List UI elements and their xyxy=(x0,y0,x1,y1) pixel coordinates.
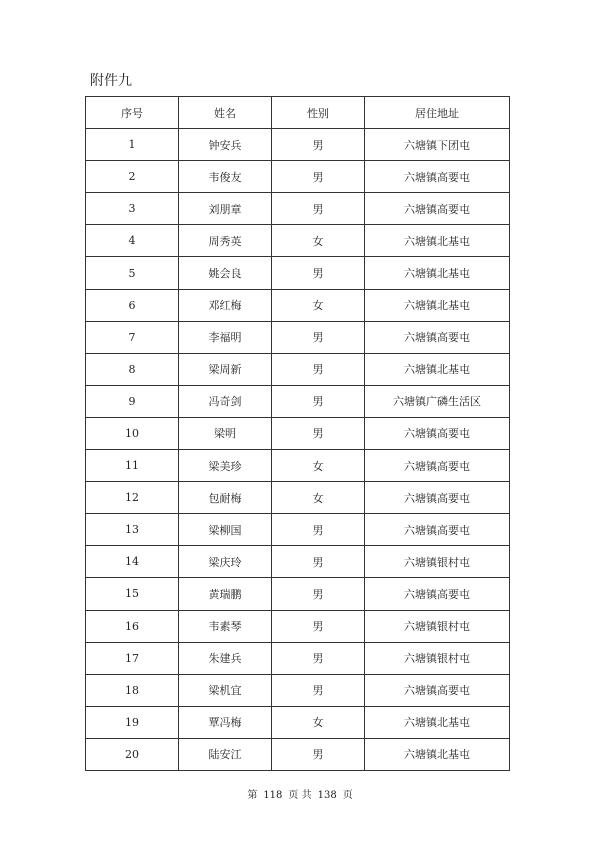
table-row xyxy=(86,225,510,257)
cell-name: 黄瑞鹏 xyxy=(179,578,272,610)
cell-index: 17 xyxy=(86,642,179,674)
table-row xyxy=(86,450,510,482)
table-row xyxy=(86,514,510,546)
cell-gender: 男 xyxy=(272,610,365,642)
cell-index: 13 xyxy=(86,514,179,546)
cell-name: 梁明 xyxy=(179,417,272,449)
cell-address: 六塘镇北基屯 xyxy=(365,225,510,257)
cell-gender: 男 xyxy=(272,578,365,610)
cell-name: 李福明 xyxy=(179,321,272,353)
cell-index: 14 xyxy=(86,546,179,578)
header-gender: 性别 xyxy=(272,97,365,129)
cell-gender: 男 xyxy=(272,193,365,225)
cell-gender: 男 xyxy=(272,129,365,161)
table-row xyxy=(86,289,510,321)
resident-table xyxy=(85,96,510,771)
cell-gender: 男 xyxy=(272,674,365,706)
cell-address: 六塘镇下团屯 xyxy=(365,129,510,161)
cell-name: 梁庆玲 xyxy=(179,546,272,578)
footer-mid: 页 共 xyxy=(288,790,312,801)
table-row xyxy=(86,578,510,610)
header-address: 居住地址 xyxy=(365,97,510,129)
cell-name: 梁机宜 xyxy=(179,674,272,706)
cell-address: 六塘镇银村屯 xyxy=(365,642,510,674)
cell-address: 六塘镇广磷生活区 xyxy=(365,385,510,417)
cell-gender: 男 xyxy=(272,257,365,289)
table-row xyxy=(86,321,510,353)
table-row xyxy=(86,546,510,578)
cell-address: 六塘镇高要屯 xyxy=(365,674,510,706)
table-row xyxy=(86,417,510,449)
table-row xyxy=(86,257,510,289)
cell-index: 2 xyxy=(86,161,179,193)
cell-index: 6 xyxy=(86,289,179,321)
table-row xyxy=(86,610,510,642)
footer-page-number: 118 xyxy=(263,790,283,801)
table-row xyxy=(86,193,510,225)
cell-address: 六塘镇北基屯 xyxy=(365,289,510,321)
cell-index: 15 xyxy=(86,578,179,610)
cell-gender: 女 xyxy=(272,289,365,321)
cell-address: 六塘镇高要屯 xyxy=(365,450,510,482)
cell-name: 韦俊友 xyxy=(179,161,272,193)
cell-index: 11 xyxy=(86,450,179,482)
header-index: 序号 xyxy=(86,97,179,129)
cell-name: 梁周新 xyxy=(179,353,272,385)
table-row xyxy=(86,161,510,193)
cell-index: 19 xyxy=(86,706,179,738)
cell-gender: 男 xyxy=(272,321,365,353)
cell-name: 周秀英 xyxy=(179,225,272,257)
cell-index: 9 xyxy=(86,385,179,417)
cell-address: 六塘镇高要屯 xyxy=(365,578,510,610)
cell-address: 六塘镇银村屯 xyxy=(365,610,510,642)
table-row xyxy=(86,385,510,417)
cell-gender: 女 xyxy=(272,225,365,257)
cell-address: 六塘镇高要屯 xyxy=(365,193,510,225)
cell-index: 1 xyxy=(86,129,179,161)
table-row xyxy=(86,129,510,161)
page-footer xyxy=(0,786,600,801)
cell-name: 陆安江 xyxy=(179,738,272,770)
table-row xyxy=(86,706,510,738)
footer-prefix: 第 xyxy=(247,790,258,801)
cell-address: 六塘镇高要屯 xyxy=(365,514,510,546)
footer-total-pages: 138 xyxy=(317,790,337,801)
cell-address: 六塘镇银村屯 xyxy=(365,546,510,578)
cell-name: 韦素琴 xyxy=(179,610,272,642)
attachment-title: 附件九 xyxy=(90,73,132,89)
cell-name: 冯奇剑 xyxy=(179,385,272,417)
cell-gender: 女 xyxy=(272,482,365,514)
cell-index: 18 xyxy=(86,674,179,706)
cell-index: 4 xyxy=(86,225,179,257)
cell-gender: 女 xyxy=(272,450,365,482)
table-row xyxy=(86,674,510,706)
cell-gender: 男 xyxy=(272,417,365,449)
cell-index: 3 xyxy=(86,193,179,225)
cell-gender: 男 xyxy=(272,546,365,578)
cell-name: 刘朋章 xyxy=(179,193,272,225)
cell-gender: 男 xyxy=(272,642,365,674)
cell-address: 六塘镇北基屯 xyxy=(365,353,510,385)
cell-address: 六塘镇高要屯 xyxy=(365,161,510,193)
cell-name: 覃冯梅 xyxy=(179,706,272,738)
cell-index: 8 xyxy=(86,353,179,385)
cell-address: 六塘镇高要屯 xyxy=(365,482,510,514)
table-row xyxy=(86,642,510,674)
cell-name: 姚会良 xyxy=(179,257,272,289)
cell-gender: 男 xyxy=(272,738,365,770)
cell-index: 7 xyxy=(86,321,179,353)
table-header-row xyxy=(86,97,510,129)
cell-name: 梁美珍 xyxy=(179,450,272,482)
header-name: 姓名 xyxy=(179,97,272,129)
cell-index: 10 xyxy=(86,417,179,449)
cell-index: 20 xyxy=(86,738,179,770)
cell-gender: 女 xyxy=(272,706,365,738)
cell-gender: 男 xyxy=(272,514,365,546)
cell-name: 朱建兵 xyxy=(179,642,272,674)
cell-index: 5 xyxy=(86,257,179,289)
cell-address: 六塘镇北基屯 xyxy=(365,706,510,738)
cell-address: 六塘镇北基屯 xyxy=(365,257,510,289)
cell-address: 六塘镇高要屯 xyxy=(365,321,510,353)
table-row xyxy=(86,738,510,770)
cell-index: 12 xyxy=(86,482,179,514)
table-row xyxy=(86,353,510,385)
footer-suffix: 页 xyxy=(342,790,353,801)
cell-name: 梁柳国 xyxy=(179,514,272,546)
cell-gender: 男 xyxy=(272,161,365,193)
cell-name: 包耐梅 xyxy=(179,482,272,514)
cell-address: 六塘镇高要屯 xyxy=(365,417,510,449)
cell-address: 六塘镇北基屯 xyxy=(365,738,510,770)
cell-gender: 男 xyxy=(272,353,365,385)
cell-gender: 男 xyxy=(272,385,365,417)
cell-name: 邓红梅 xyxy=(179,289,272,321)
cell-name: 钟安兵 xyxy=(179,129,272,161)
table-row xyxy=(86,482,510,514)
cell-index: 16 xyxy=(86,610,179,642)
